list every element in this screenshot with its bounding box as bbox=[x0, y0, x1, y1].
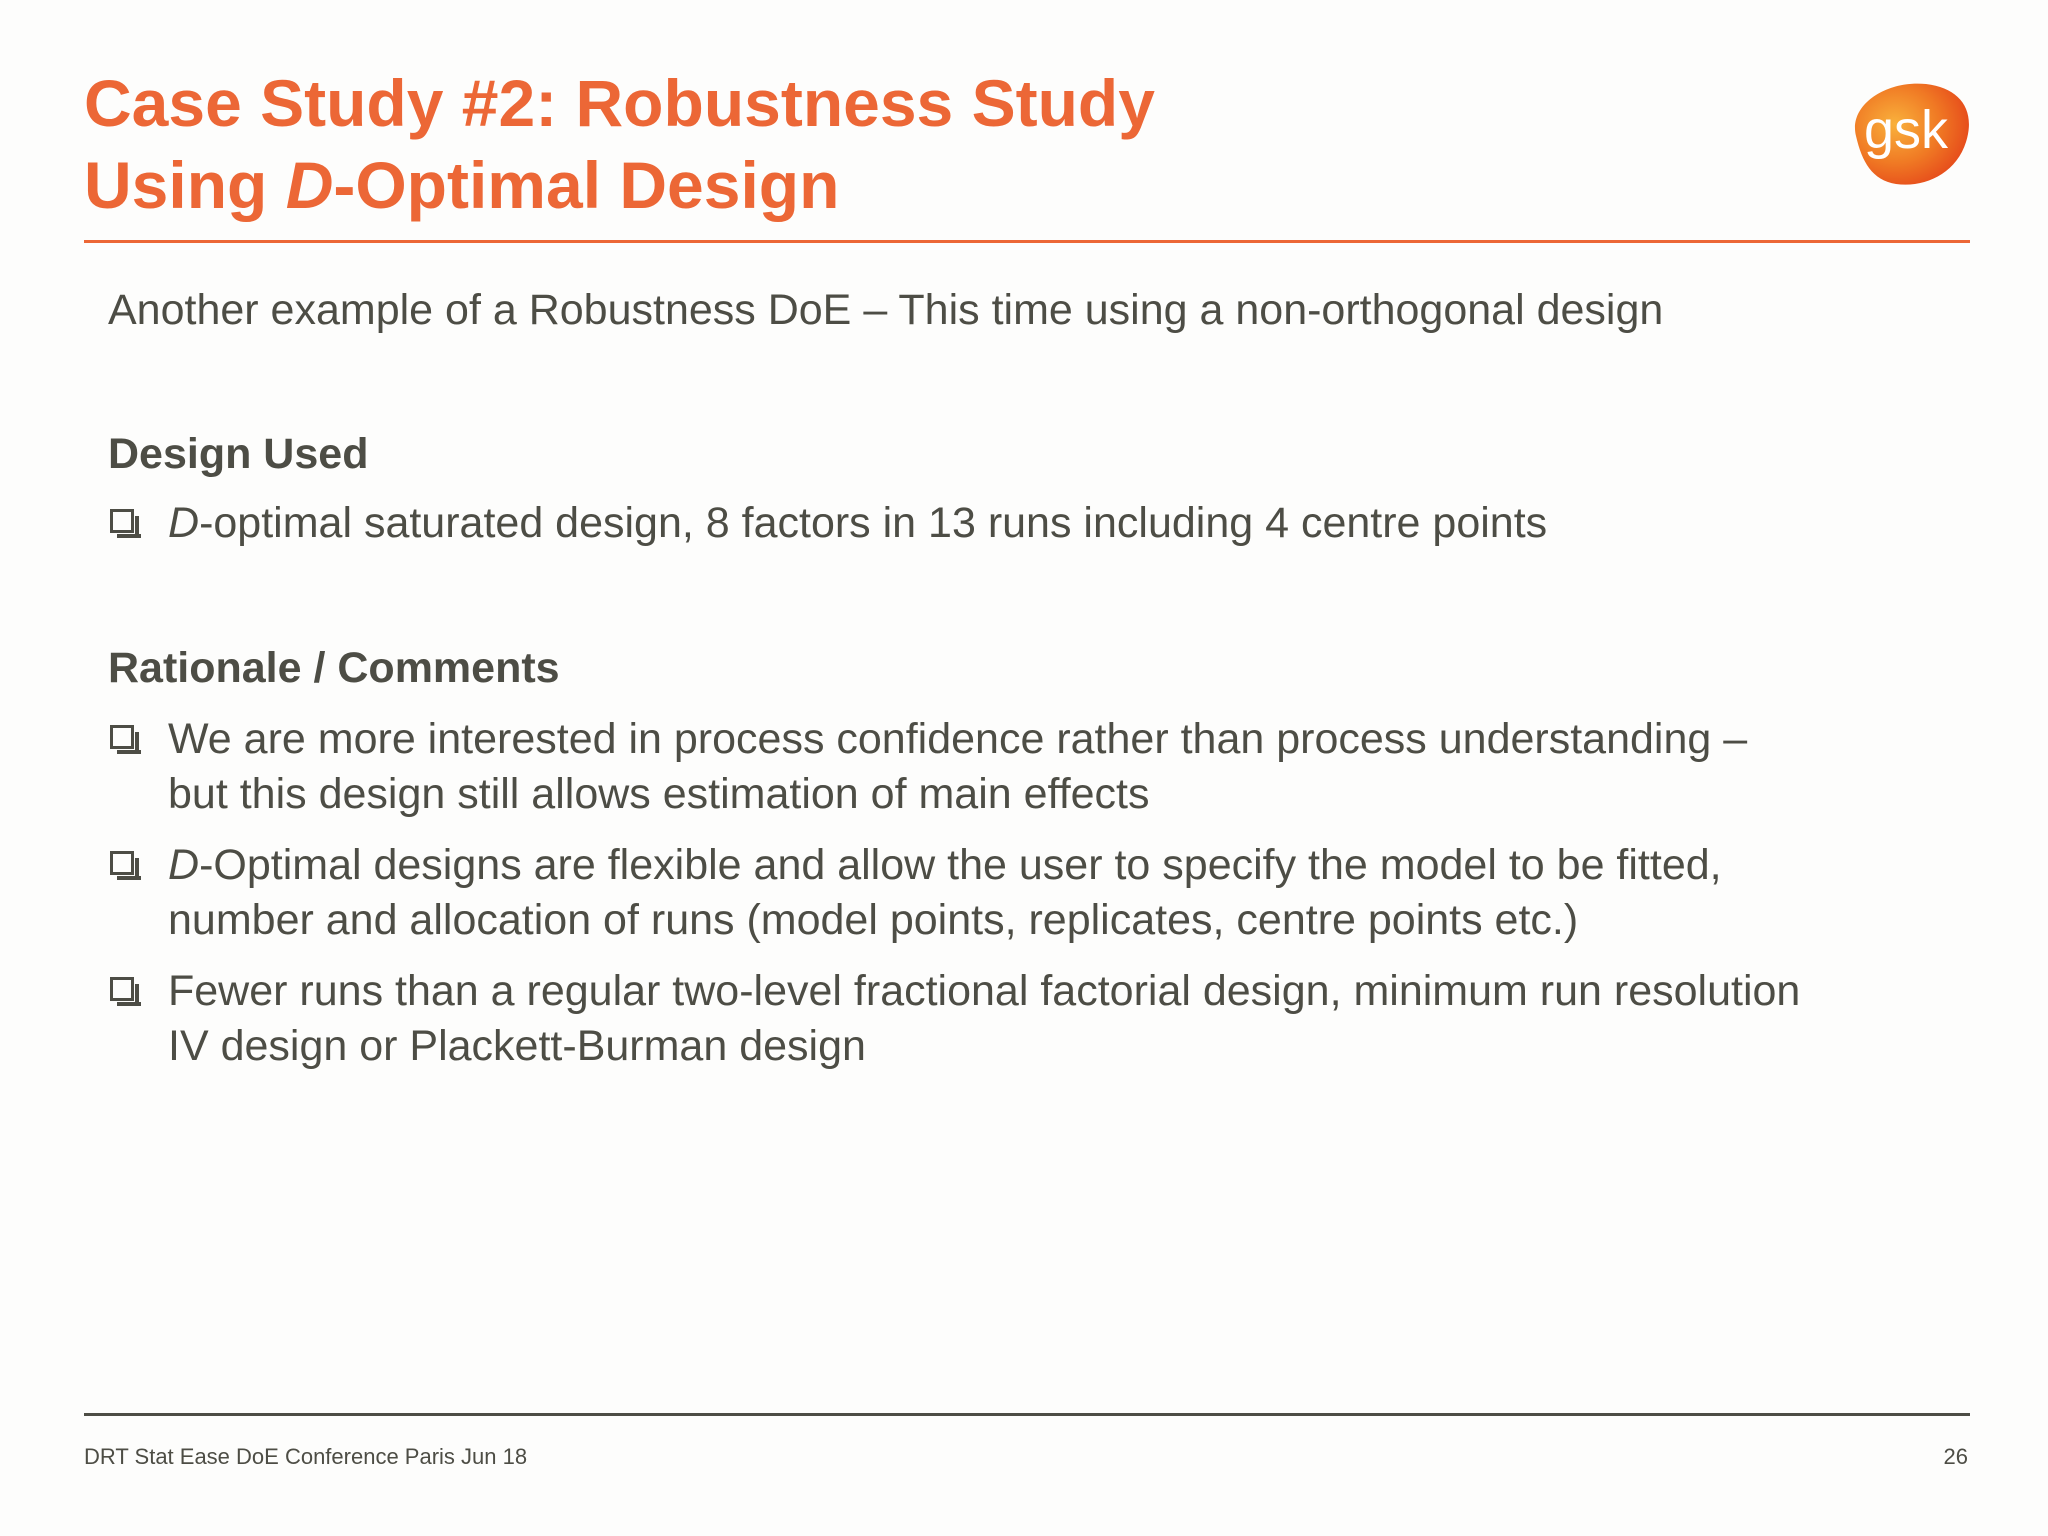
footer-divider bbox=[84, 1413, 1970, 1416]
checkbox-bullet-icon bbox=[110, 725, 134, 749]
bullet-line-1: We are more interested in process confidence rather than process understanding – bbox=[168, 715, 1748, 763]
rationale-bullet-1 bbox=[108, 712, 1968, 822]
bullet-line-2: IV design or Plackett-Burman design bbox=[168, 1022, 866, 1070]
bullet-text: -optimal saturated design, 8 factors in 13 runs including 4 centre points bbox=[199, 499, 1548, 547]
section-heading-design-used: Design Used bbox=[108, 430, 369, 478]
checkbox-bullet-icon bbox=[110, 509, 134, 533]
page-number: 26 bbox=[1943, 1444, 1968, 1469]
title-line-2-italic: D bbox=[285, 148, 334, 222]
checkbox-bullet-icon bbox=[110, 851, 134, 875]
bullet-line-1-rest: -Optimal designs are flexible and allow the user to specify the model to be fitted, bbox=[199, 841, 1722, 889]
design-used-bullet bbox=[108, 496, 1968, 551]
title-divider bbox=[84, 240, 1970, 243]
title-line-2-suffix: -Optimal Design bbox=[333, 148, 840, 222]
bullet-line-1: Fewer runs than a regular two-level fractional factorial design, minimum run resolution bbox=[168, 967, 1801, 1015]
title-line-2-prefix: Using bbox=[84, 148, 286, 222]
slide-title bbox=[84, 62, 1784, 226]
section-heading-rationale: Rationale / Comments bbox=[108, 644, 560, 692]
bullet-italic-d: D bbox=[168, 499, 200, 547]
title-line-1: Case Study #2: Robustness Study bbox=[84, 66, 1155, 140]
bullet-italic-d: D bbox=[168, 841, 200, 889]
bullet-line-2: number and allocation of runs (model points, replicates, centre points etc.) bbox=[168, 896, 1579, 944]
gsk-logo bbox=[1838, 74, 1978, 194]
slide-subtitle: Another example of a Robustness DoE – This time using a non-orthogonal design bbox=[108, 286, 1664, 334]
rationale-bullet-3 bbox=[108, 964, 1968, 1074]
checkbox-bullet-icon bbox=[110, 977, 134, 1001]
gsk-logo-text: gsk bbox=[1863, 100, 1949, 160]
rationale-bullet-2 bbox=[108, 838, 1968, 948]
bullet-line-2: but this design still allows estimation of main effects bbox=[168, 770, 1150, 818]
footer-conference-label: DRT Stat Ease DoE Conference Paris Jun 18 bbox=[84, 1444, 528, 1469]
